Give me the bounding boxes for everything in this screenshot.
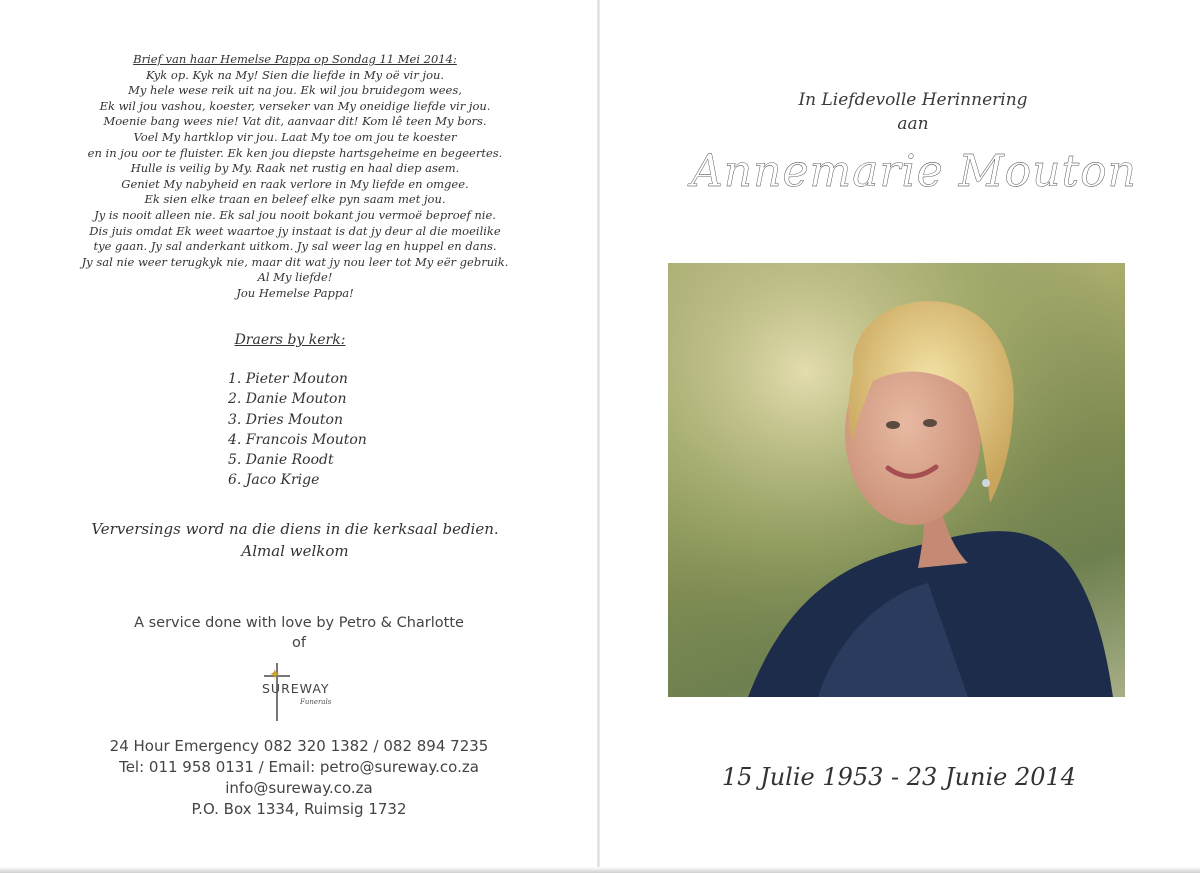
scan-edge — [0, 867, 1200, 873]
sureway-logo — [250, 659, 350, 721]
letter-line: Jy is nooit alleen nie. Ek sal jou nooit bokant jou vermoë beproef nie. — [94, 207, 496, 222]
service-credit — [0, 613, 598, 653]
pallbearers-title: Draers by kerk: — [234, 332, 346, 348]
service-of: of — [292, 635, 306, 651]
memorial-heading — [598, 88, 1200, 136]
contact-info — [0, 736, 598, 820]
letter-line: tye gaan. Jy sal anderkant uitkom. Jy sal weer lag en huppel en dans. — [93, 239, 497, 254]
heading-line: In Liefdevolle Herinnering — [798, 90, 1028, 110]
life-dates: 15 Julie 1953 - 23 Junie 2014 — [721, 763, 1077, 791]
welcome-line: Almal welkom — [241, 542, 349, 560]
logo-subtitle: Funerals — [300, 698, 332, 706]
letter-line: Voel My hartklop vir jou. Laat My toe om jou te koester — [133, 129, 457, 144]
letter-line: Kyk op. Kyk na My! Sien die liefde in My oë vir jou. — [145, 67, 445, 82]
letter-line: Hulle is veilig by My. Raak net rustig en haal diep asem. — [130, 161, 460, 176]
heading-aan: aan — [897, 114, 929, 134]
letter-line: Geniet My nabyheid en raak verlore in My liefde en omgee. — [121, 176, 469, 191]
pallbearer-item: 6. Jaco Krige — [228, 472, 320, 489]
letter — [60, 52, 530, 302]
logo-brand: SUREWAY — [262, 681, 330, 696]
letter-line: Ek sien elke traan en beleef elke pyn saam met jou. — [144, 192, 446, 207]
deceased-name: Annemarie Mouton — [691, 146, 1137, 197]
pallbearer-item: 1. Pieter Mouton — [228, 371, 348, 387]
pallbearer-item: 2. Danie Mouton — [228, 391, 347, 408]
letter-signature: Jou Hemelse Pappa! — [236, 285, 354, 300]
letter-line: Jy sal nie weer terugkyk nie, maar dit wat jy nou leer tot My eër gebruik. — [81, 254, 509, 269]
email-line: info@sureway.co.za — [225, 779, 373, 797]
letter-line: Ek wil jou vashou, koester, verseker van My oneidige liefde vir jou. — [99, 98, 491, 113]
refreshments-line: Verversings word na die diens in die kerksaal bedien. — [91, 520, 499, 538]
letter-line: Al My liefde! — [257, 270, 333, 285]
letter-line: My hele wese reik uit na jou. Ek wil jou bruidegom wees, — [128, 83, 462, 98]
portrait-illustration — [668, 263, 1125, 697]
letter-title: Brief van haar Hemelse Pappa op Sondag 11 Mei 2014: — [133, 52, 457, 66]
portrait-photo — [668, 263, 1125, 697]
refreshments-note — [0, 518, 590, 562]
letter-line: Dis juis omdat Ek weet waartoe jy instaat is dat jy deur al die moeilike — [89, 223, 501, 238]
pallbearer-item: 3. Dries Mouton — [228, 411, 343, 428]
left-page — [0, 0, 598, 873]
right-page — [598, 0, 1200, 873]
tel-email-line: Tel: 011 958 0131 / Email: petro@sureway.co.za — [119, 758, 479, 776]
letter-line: en in jou oor te fluister. Ek ken jou diepste hartsgeheime en begeertes. — [87, 145, 503, 160]
service-line: A service done with love by Petro & Charlotte — [134, 615, 464, 631]
pallbearer-item: 4. Francois Mouton — [228, 431, 367, 448]
star-icon: ✦ — [269, 667, 281, 683]
letter-line: Moenie bang wees nie! Vat dit, aanvaar dit! Kom lê teen My bors. — [103, 114, 487, 129]
pallbearers-list — [228, 369, 367, 491]
address-line: P.O. Box 1334, Ruimsig 1732 — [191, 800, 407, 818]
pallbearer-item: 5. Danie Roodt — [228, 452, 334, 469]
emergency-line: 24 Hour Emergency 082 320 1382 / 082 894 7235 — [109, 737, 489, 755]
